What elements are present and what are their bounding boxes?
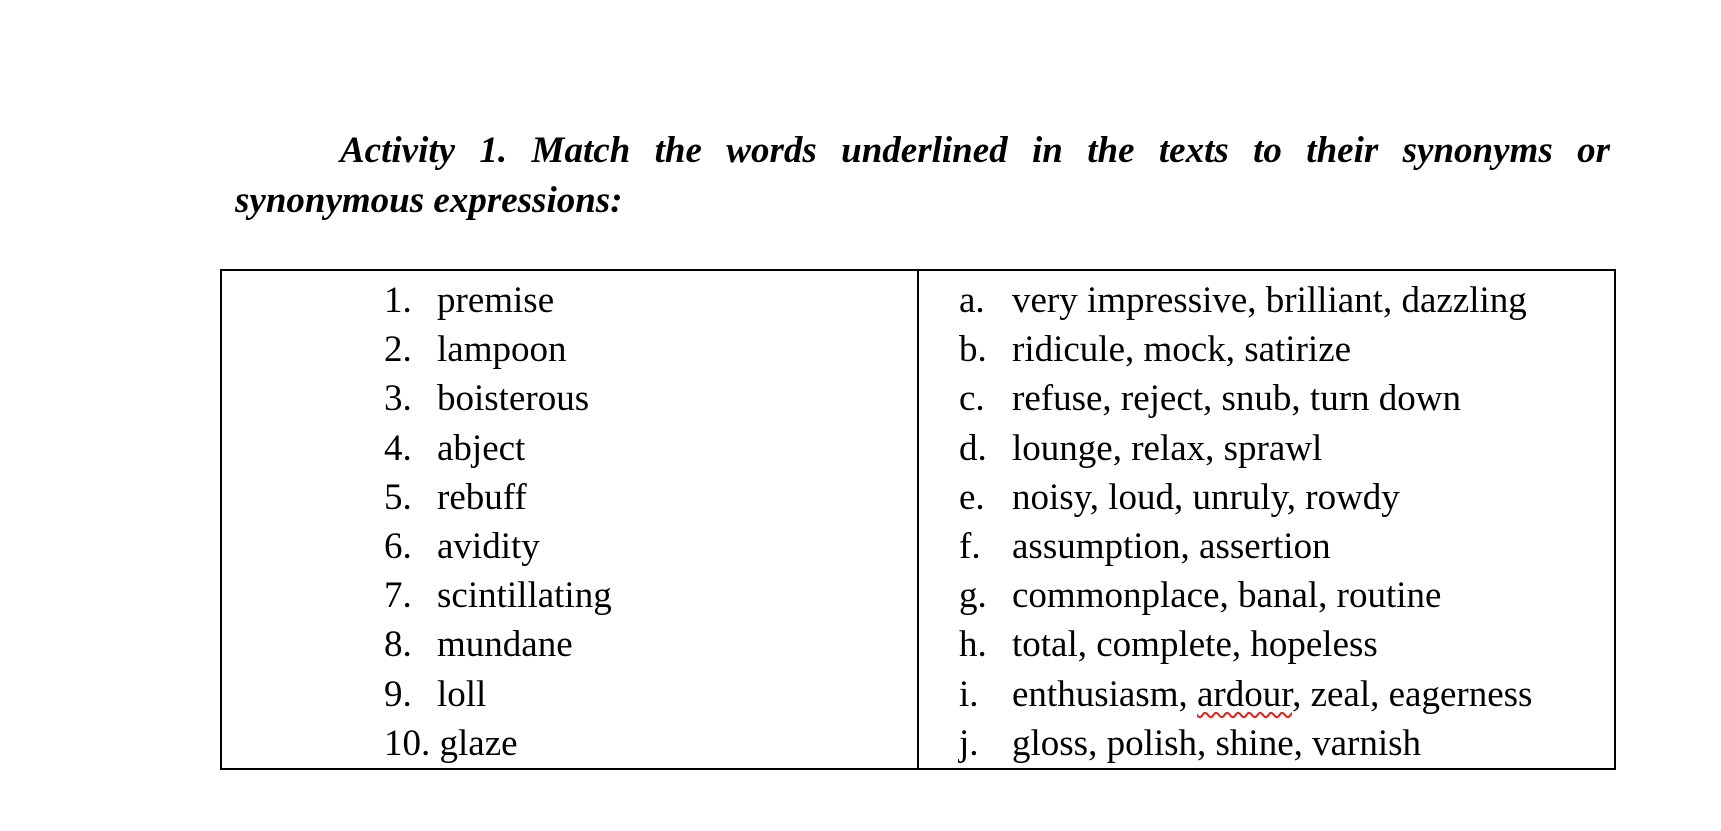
word-text: scintillating: [437, 575, 612, 617]
list-item: [384, 325, 917, 374]
list-item: [959, 670, 1614, 719]
synonym-text: very impressive, brilliant, dazzling: [1012, 280, 1527, 321]
list-item: [384, 424, 917, 473]
word-text: lampoon: [437, 329, 567, 371]
word-text: abject: [437, 427, 526, 469]
matching-table: [220, 269, 1616, 770]
list-item: [384, 374, 917, 423]
list-marker: 6.: [384, 526, 412, 568]
list-marker: i.: [959, 673, 979, 715]
words-list: [222, 271, 917, 768]
words-column: [221, 270, 918, 769]
synonyms-list: [919, 271, 1614, 768]
list-item: [959, 424, 1614, 473]
list-item: [384, 571, 917, 620]
word-text: boisterous: [437, 378, 590, 420]
list-item: [384, 719, 917, 768]
list-item: [384, 670, 917, 719]
list-item: [959, 522, 1614, 571]
synonym-text-part: , zeal, eagerness: [1292, 673, 1533, 715]
list-item: [959, 473, 1614, 522]
word-text: avidity: [437, 526, 540, 568]
list-marker: e.: [959, 476, 985, 518]
list-item: [384, 276, 917, 325]
list-marker: c.: [959, 378, 985, 420]
activity-heading: Activity 1. Match the words underlined in the texts to their synonyms or synonymous expressions:: [235, 130, 1610, 221]
synonym-text: ridicule, mock, satirize: [1012, 329, 1352, 371]
list-marker: h.: [959, 624, 987, 666]
list-item: [384, 473, 917, 522]
list-marker: 3.: [384, 378, 412, 420]
synonym-text: noisy, loud, unruly, rowdy: [1012, 476, 1400, 518]
list-marker: 7.: [384, 575, 412, 617]
table-row: [221, 270, 1615, 769]
list-item: [959, 374, 1614, 423]
word-text: loll: [437, 673, 487, 715]
word-text: rebuff: [437, 476, 527, 518]
list-marker: g.: [959, 575, 987, 617]
list-item: [959, 719, 1614, 768]
synonym-text: lounge, relax, sprawl: [1012, 427, 1323, 469]
list-item: [384, 522, 917, 571]
synonym-text: gloss, polish, shine, varnish: [1012, 722, 1422, 764]
list-item: [959, 620, 1614, 669]
list-marker: 8.: [384, 624, 412, 666]
list-marker: 1.: [384, 280, 412, 321]
list-marker: a.: [959, 280, 985, 321]
list-item: [959, 325, 1614, 374]
word-text: mundane: [437, 624, 573, 666]
word-text: glaze: [439, 722, 518, 764]
list-marker: j.: [959, 722, 979, 764]
synonym-text: total, complete, hopeless: [1012, 624, 1378, 666]
list-marker: 2.: [384, 329, 412, 371]
list-marker: f.: [959, 526, 981, 568]
synonym-text: commonplace, banal, routine: [1012, 575, 1442, 617]
synonym-text: assumption, assertion: [1012, 526, 1331, 568]
list-marker: b.: [959, 329, 987, 371]
word-text: premise: [437, 280, 555, 321]
synonyms-column: [918, 270, 1615, 769]
list-item: [959, 276, 1614, 325]
list-marker: 9.: [384, 673, 412, 715]
synonym-text-part: enthusiasm,: [1012, 673, 1197, 715]
list-marker: 4.: [384, 427, 412, 469]
synonym-text: refuse, reject, snub, turn down: [1012, 378, 1462, 420]
list-item: [959, 571, 1614, 620]
list-marker: d.: [959, 427, 987, 469]
list-marker: 5.: [384, 476, 412, 518]
synonym-text: [1012, 670, 1532, 719]
list-item: [384, 620, 917, 669]
list-marker: 10.: [384, 722, 431, 764]
spellcheck-flagged-word[interactable]: ardour: [1196, 673, 1293, 715]
